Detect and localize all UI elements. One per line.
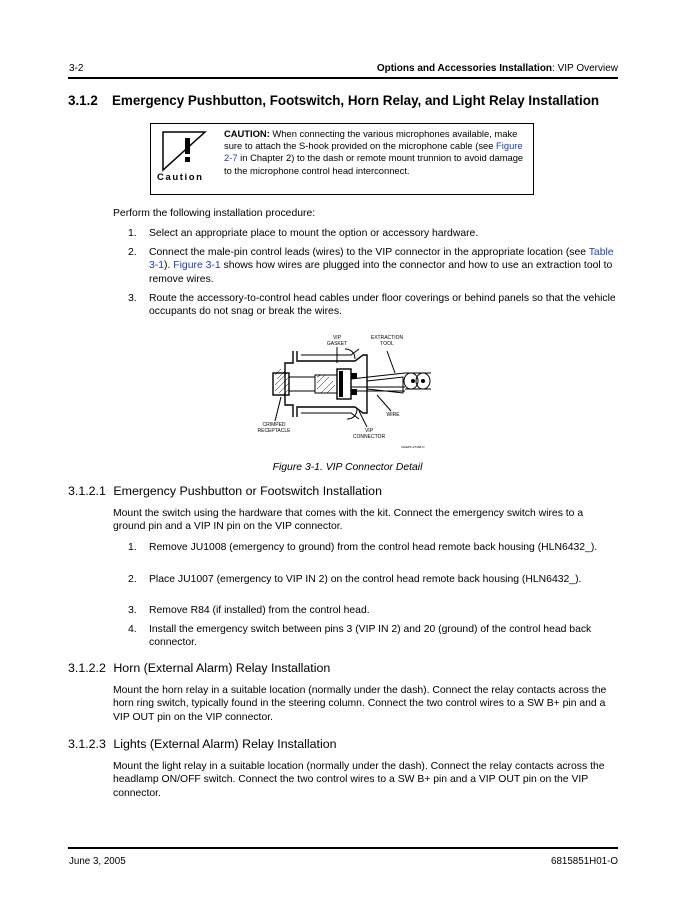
label-gasket: GASKET xyxy=(326,341,348,347)
vip-connector-diagram xyxy=(255,329,435,457)
item-text: Place JU1007 (emergency to VIP IN 2) on the control head remote back housing (HLN6432_). xyxy=(149,574,582,585)
item-text: Route the accessory-to-control head cables under floor coverings or behind panels so that the vehicle occupants do not snag or break the wires. xyxy=(149,293,616,318)
item-text xyxy=(149,246,618,286)
caution-text-part: in Chapter 2) to the dash or remote mount trunnion to avoid damage to the microphone control head interconnect. xyxy=(224,152,524,176)
list-item xyxy=(128,573,618,586)
label-tool: TOOL xyxy=(380,341,394,347)
page-number: 3-2 xyxy=(69,63,84,74)
caution-warning-icon xyxy=(159,130,207,176)
header-rule xyxy=(68,77,618,79)
running-header xyxy=(377,63,618,74)
item-number: 3. xyxy=(128,293,137,304)
table-3-1-link[interactable]: Table 3-1 xyxy=(149,247,614,272)
label-wire: WIRE xyxy=(386,412,400,418)
body-paragraph: Mount the light relay in a suitable location (normally under the dash). Connect the relay contacts across the headlamp ON/OFF switch. Connect the two control wires to a SW B+ pin and a VIP OUT pin on the VIP connector. xyxy=(113,761,605,799)
label-extraction: EXTRACTION xyxy=(370,335,404,341)
item-text: Remove R84 (if installed) from the control head. xyxy=(149,605,370,616)
footer-doc-number: 6815851H01-O xyxy=(551,856,618,867)
list-item xyxy=(128,623,618,650)
caution-text xyxy=(224,128,524,177)
item-number: 2. xyxy=(128,247,137,258)
label-connector: CONNECTOR xyxy=(352,434,386,440)
item-number: 1. xyxy=(128,228,137,239)
caution-box xyxy=(150,123,534,195)
caution-text-part: When connecting the various microphones available, make sure to attach the S-hook provided on the microphone cable (see xyxy=(224,128,518,152)
item-text: Remove JU1008 (emergency to ground) from the control head remote back housing (HLN6432_). xyxy=(149,542,598,553)
figure-caption: Figure 3-1. VIP Connector Detail xyxy=(272,462,423,473)
section-title: Emergency Pushbutton, Footswitch, Horn Relay, and Light Relay Installation xyxy=(112,93,600,108)
footer-rule xyxy=(68,847,618,849)
body-paragraph: Mount the switch using the hardware that comes with the kit. Connect the emergency switch wires to a ground pin and a VIP IN pin on the VIP connector. xyxy=(113,508,584,533)
body-paragraph: Mount the horn relay in a suitable location (normally under the dash). Connect the relay contacts across the horn ring switch, typically found in the steering column. Connect the two control wires to a SW B+ pin and a VIP OUT pin on the VIP connector. xyxy=(113,685,607,723)
subsection-heading xyxy=(68,737,337,751)
item-text-part: Connect the male-pin control leads (wires) to the VIP connector in the appropriate location (see xyxy=(149,247,589,258)
chapter-subtitle: : VIP Overview xyxy=(552,63,618,74)
footer-date: June 3, 2005 xyxy=(69,856,126,867)
item-number: 1. xyxy=(128,542,137,553)
list-item xyxy=(128,604,618,617)
section-number: 3.1.2 xyxy=(68,93,98,108)
item-text: Select an appropriate place to mount the option or accessory hardware. xyxy=(149,228,479,239)
label-vip-2: VIP xyxy=(364,428,374,434)
subsection-title: Horn (External Alarm) Relay Installation xyxy=(113,661,331,675)
section-heading xyxy=(68,93,599,108)
caution-lead: CAUTION: xyxy=(224,128,270,139)
item-number: 2. xyxy=(128,574,137,585)
list-item xyxy=(128,227,618,240)
subsection-number: 3.1.2.3 xyxy=(68,737,106,751)
item-number: 3. xyxy=(128,605,137,616)
label-vip: VIP xyxy=(332,335,342,341)
label-crimped: CRIMPED xyxy=(262,422,286,428)
subsection-title: Emergency Pushbutton or Footswitch Installation xyxy=(113,484,382,498)
list-item xyxy=(128,541,618,554)
item-text-part: ). xyxy=(164,260,174,272)
label-receptacle: RECEPTACLE xyxy=(257,428,291,434)
subsection-heading xyxy=(68,661,330,675)
list-item xyxy=(128,292,618,319)
figure-3-1-link[interactable]: Figure 3-1 xyxy=(173,260,221,272)
item-text: Install the emergency switch between pins 3 (VIP IN 2) and 20 (ground) of the control head back connector. xyxy=(149,624,592,649)
subsection-title: Lights (External Alarm) Relay Installation xyxy=(113,737,337,751)
list-item xyxy=(128,246,618,286)
chapter-title: Options and Accessories Installation xyxy=(376,63,553,74)
item-text-part: shows how wires are plugged into the connector and how to use an extraction tool to remove wires. xyxy=(149,260,613,285)
subsection-number: 3.1.2.2 xyxy=(68,661,106,675)
figure-2-7-link[interactable]: Figure 2-7 xyxy=(224,140,523,164)
caution-label: Caution xyxy=(157,172,204,183)
figure-code: MAEPF-27468-O xyxy=(401,445,425,449)
subsection-number: 3.1.2.1 xyxy=(68,484,106,498)
intro-paragraph: Perform the following installation procedure: xyxy=(113,208,316,219)
subsection-heading xyxy=(68,484,382,498)
item-number: 4. xyxy=(128,624,137,635)
